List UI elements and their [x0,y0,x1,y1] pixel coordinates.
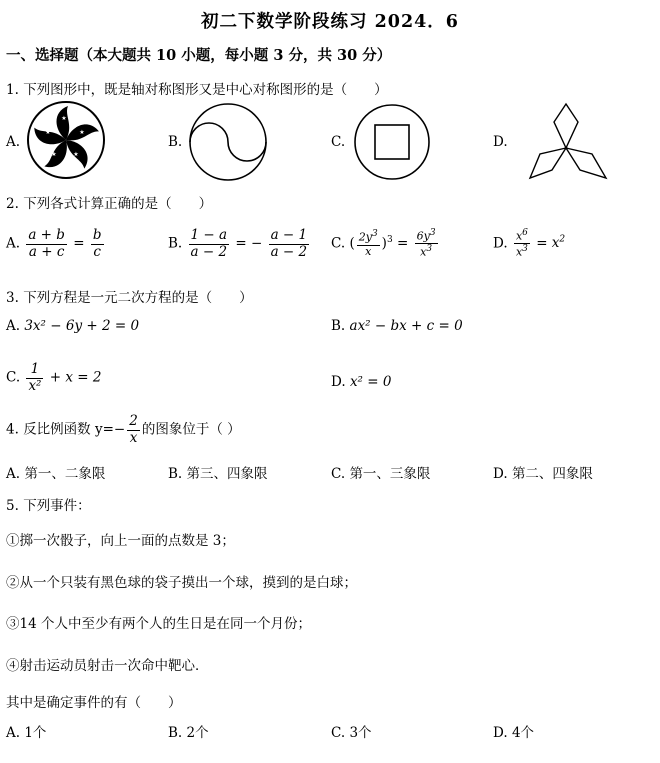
fraction: $\frac{a + b}{a + c}$ [28,227,65,260]
q1-option-b-label: B. [168,134,183,150]
question-2 [6,192,212,212]
option-label: B. [168,725,183,741]
fraction: $\frac{1 - a}{a - 2}$ [190,227,228,260]
fraction: $\frac{b}{c}$ [92,227,102,260]
q4-option-c: C. 第一、三象限 [331,466,431,482]
q3-option-b [331,318,463,334]
fraction: $\frac{2y^3}{x}$ [358,229,378,258]
question-text: 下列事件： [23,498,91,514]
q3-option-d [331,374,391,390]
fraction: $\frac{x^6}{x^3}$ [515,228,528,259]
q5-option-b: B. 2个 [168,725,209,741]
option-label: A. [6,318,21,334]
q5-option-a: A. 1个 [6,725,47,741]
fraction: $\frac{1}{\text{x²}}$ [28,361,42,394]
question-number: 1. [6,82,19,98]
q1-option-d-label: D. [493,134,508,150]
fraction: $\frac{6y^3}{x^3}$ [416,228,436,259]
q2-option-c: C. ( $\frac{2y^3}{x}$ )$^3$ = $\frac{6y^3}{x^3}$ [331,228,436,259]
question-4: 4. 反比例函数 y=− $\frac{2}{x}$ 的图象位于（ ） [6,413,241,446]
svg-text:★: ★ [61,115,67,122]
option-label: D. [493,725,508,741]
question-number: 4. [6,421,19,438]
svg-text:★: ★ [73,151,79,158]
q5-option-c: C. 3个 [331,725,372,741]
fraction: $\frac{a - 1}{a - 2}$ [270,227,308,260]
q2-option-d: D. $\frac{x^6}{x^3}$ = $x^2$ [493,228,566,259]
q4-option-a: A. 第一、二象限 [6,466,106,482]
option-label: D. [493,466,508,482]
svg-text:★: ★ [45,129,51,136]
question-number: 3. [6,290,19,306]
question-text: 下列方程是一元二次方程的是（ ） [23,290,253,306]
circle-with-square-icon [350,104,434,182]
event-3: ③14 个人中至少有两个人的生日是在同一个月份； [6,616,311,632]
question-number: 5. [6,498,19,514]
q5-option-d: D. 4个 [493,725,535,741]
q4-option-d: D. 第二、四象限 [493,466,593,482]
option-label: B. [168,466,183,482]
expression: ax² − bx + c = 0 [349,318,463,334]
q2-option-a: A. $\frac{a + b}{a + c}$ = $\frac{b}{c}$ [6,227,102,260]
option-label: B. [168,235,183,252]
q1-option-c-label: C. [331,134,346,150]
question-1 [6,78,388,98]
svg-text:★: ★ [51,151,57,158]
option-label: C. [331,235,346,252]
q2-option-b: B. $\frac{1 - a}{a - 2}$ = − $\frac{a - 1}{a - 2}$ [168,227,308,260]
option-label: A. [6,235,21,252]
question-number: 2. [6,196,19,212]
question-5-prompt: 其中是确定事件的有（ ） [6,695,182,711]
option-label: A. [6,466,21,482]
event-2: ②从一个只装有黑色球的袋子摸出一个球，摸到的是白球； [6,575,357,591]
expression: x² = 0 [349,374,392,390]
page-title: 初二下数学阶段练习 2024．6 [201,12,459,32]
three-rhombus-emblem-icon [526,102,610,182]
expression: 3x² − 6y + 2 = 0 [24,318,140,334]
fraction: $\frac{2}{x}$ [129,413,138,446]
question-3 [6,286,253,306]
bauhinia-flag-emblem-icon [24,100,108,180]
q3-option-a [6,318,139,334]
option-label: C. [6,369,21,386]
option-label: C. [331,725,346,741]
yin-yang-icon [186,102,270,182]
option-label: C. [331,466,346,482]
q3-option-c [6,362,101,394]
option-label: D. [493,235,508,252]
q4-option-b: B. 第三、四象限 [168,466,268,482]
option-label: A. [6,725,21,741]
question-5 [6,494,91,514]
svg-text:★: ★ [79,129,85,136]
event-1: ①掷一次骰子，向上一面的点数是 3； [6,533,235,549]
q1-option-a-label: A. [6,134,21,150]
event-4: ④射击运动员射击一次命中靶心． [6,658,209,674]
section-heading: 一、选择题（本大题共 10 小题，每小题 3 分，共 30 分） [6,47,392,64]
question-text: 下列各式计算正确的是（ ） [23,196,213,212]
option-label: D. [331,374,346,390]
option-label: B. [331,318,346,334]
question-text: 下列图形中，既是轴对称图形又是中心对称图形的是（ ） [23,82,388,98]
expression: + x = 2 [49,369,102,386]
